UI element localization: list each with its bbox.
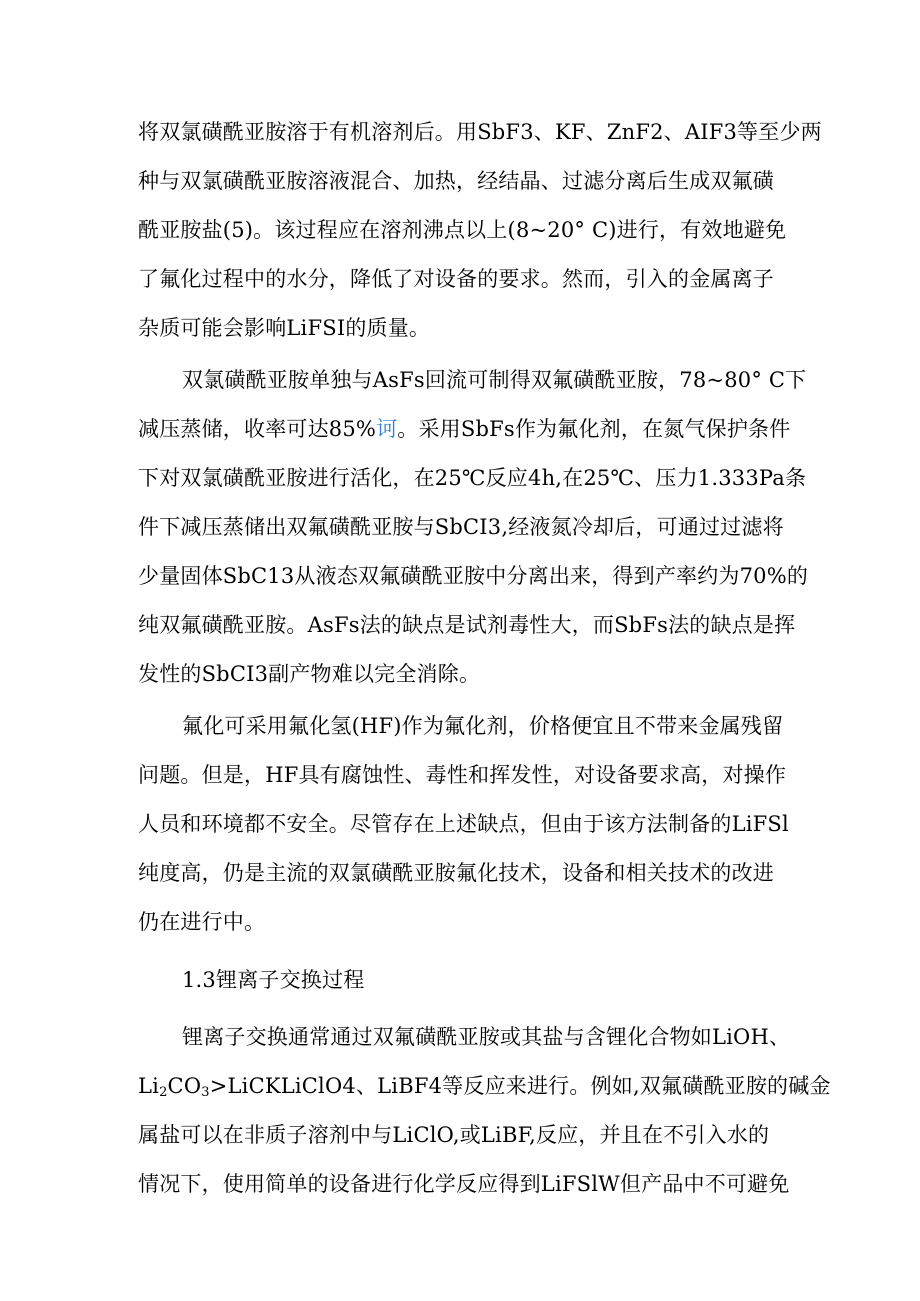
- paragraph-2-line-4: 件下减压蒸储出双氟磺酰亚胺与SbCI3,经液氮冷却后，可通过过滤将: [138, 515, 784, 539]
- paragraph-1-line-3: 酰亚胺盐(5)。该过程应在溶剂沸点以上(8~20° C)进行，有效地避免: [138, 218, 787, 242]
- formula-co: CO: [167, 1074, 202, 1098]
- paragraph-1-line-5: 杂质可能会影响LiFSI的质量。: [138, 316, 431, 340]
- paragraph-4-line-1: 锂离子交换通常通过双氟磺酰亚胺或其盐与含锂化合物如LiOH、: [182, 1025, 791, 1049]
- paragraph-3-line-3: 人员和环境都不安全。尽管存在上述缺点，但由于该方法制备的LiFSl: [138, 812, 789, 836]
- paragraph-2-line-6: 纯双氟磺酰亚胺。AsFs法的缺点是试剂毒性大，而SbFs法的缺点是挥: [138, 613, 796, 637]
- formula-li: Li: [138, 1074, 160, 1098]
- paragraph-4-line-4: 情况下，使用简单的设备进行化学反应得到LiFSlW但产品中不可避免: [138, 1172, 790, 1196]
- paragraph-2-line-2-tail: 。采用SbFs作为氟化剂，在氮气保护条件: [397, 417, 791, 441]
- paragraph-2-line-5: 少量固体SbC13从液态双氟磺酰亚胺中分离出来，得到产率约为70%的: [138, 564, 809, 588]
- paragraph-1-line-4: 了氟化过程中的水分，降低了对设备的要求。然而，引入的金属离子: [138, 267, 774, 291]
- paragraph-2-line-3: 下对双氯磺酰亚胺进行活化，在25℃反应4h,在25℃、压力1.333Pa条: [138, 466, 807, 490]
- paragraph-2-line-1: 双氯磺酰亚胺单独与AsFs回流可制得双氟磺酰亚胺，78~80° C下: [182, 368, 807, 392]
- section-heading: 1.3锂离子交换过程: [182, 968, 365, 992]
- paragraph-3-line-5: 仍在进行中。: [138, 910, 266, 934]
- formula-sub-2: 2: [159, 1085, 168, 1100]
- paragraph-1-line-2: 种与双氯磺酰亚胺溶液混合、加热，经结晶、过滤分离后生成双氟磺: [138, 169, 774, 193]
- paragraph-2-line-2: [138, 414, 790, 444]
- formula-sub-3: 3: [201, 1085, 210, 1100]
- paragraph-4-line-3: 属盐可以在非质子溶剂中与LiClO,或LiBF,反应，并且在不引入水的: [138, 1123, 770, 1147]
- paragraph-2-line-2-text: 减压蒸储，收率可达85%: [138, 417, 377, 441]
- paragraph-4-line-2: [138, 1071, 831, 1101]
- paragraph-3-line-1: 氟化可采用氟化氢(HF)作为氟化剂，价格便宜且不带来金属残留: [182, 714, 784, 738]
- paragraph-3-line-4: 纯度高，仍是主流的双氯磺酰亚胺氟化技术，设备和相关技术的改进: [138, 861, 774, 885]
- paragraph-3-line-2: 问题。但是，HF具有腐蚀性、毒性和挥发性，对设备要求高，对操作: [138, 763, 787, 787]
- paragraph-2-line-7: 发性的SbCI3副产物难以完全消除。: [138, 662, 481, 686]
- citation-link[interactable]: 诃: [376, 417, 398, 441]
- paragraph-1-line-1: 将双氯磺酰亚胺溶于有机溶剂后。用SbF3、KF、ZnF2、AIF3等至少两: [138, 120, 822, 144]
- paragraph-4-line-2-text: >LiCKLiClO4、LiBF4等反应来进行。例如,双氟磺酰亚胺的碱金: [209, 1074, 831, 1098]
